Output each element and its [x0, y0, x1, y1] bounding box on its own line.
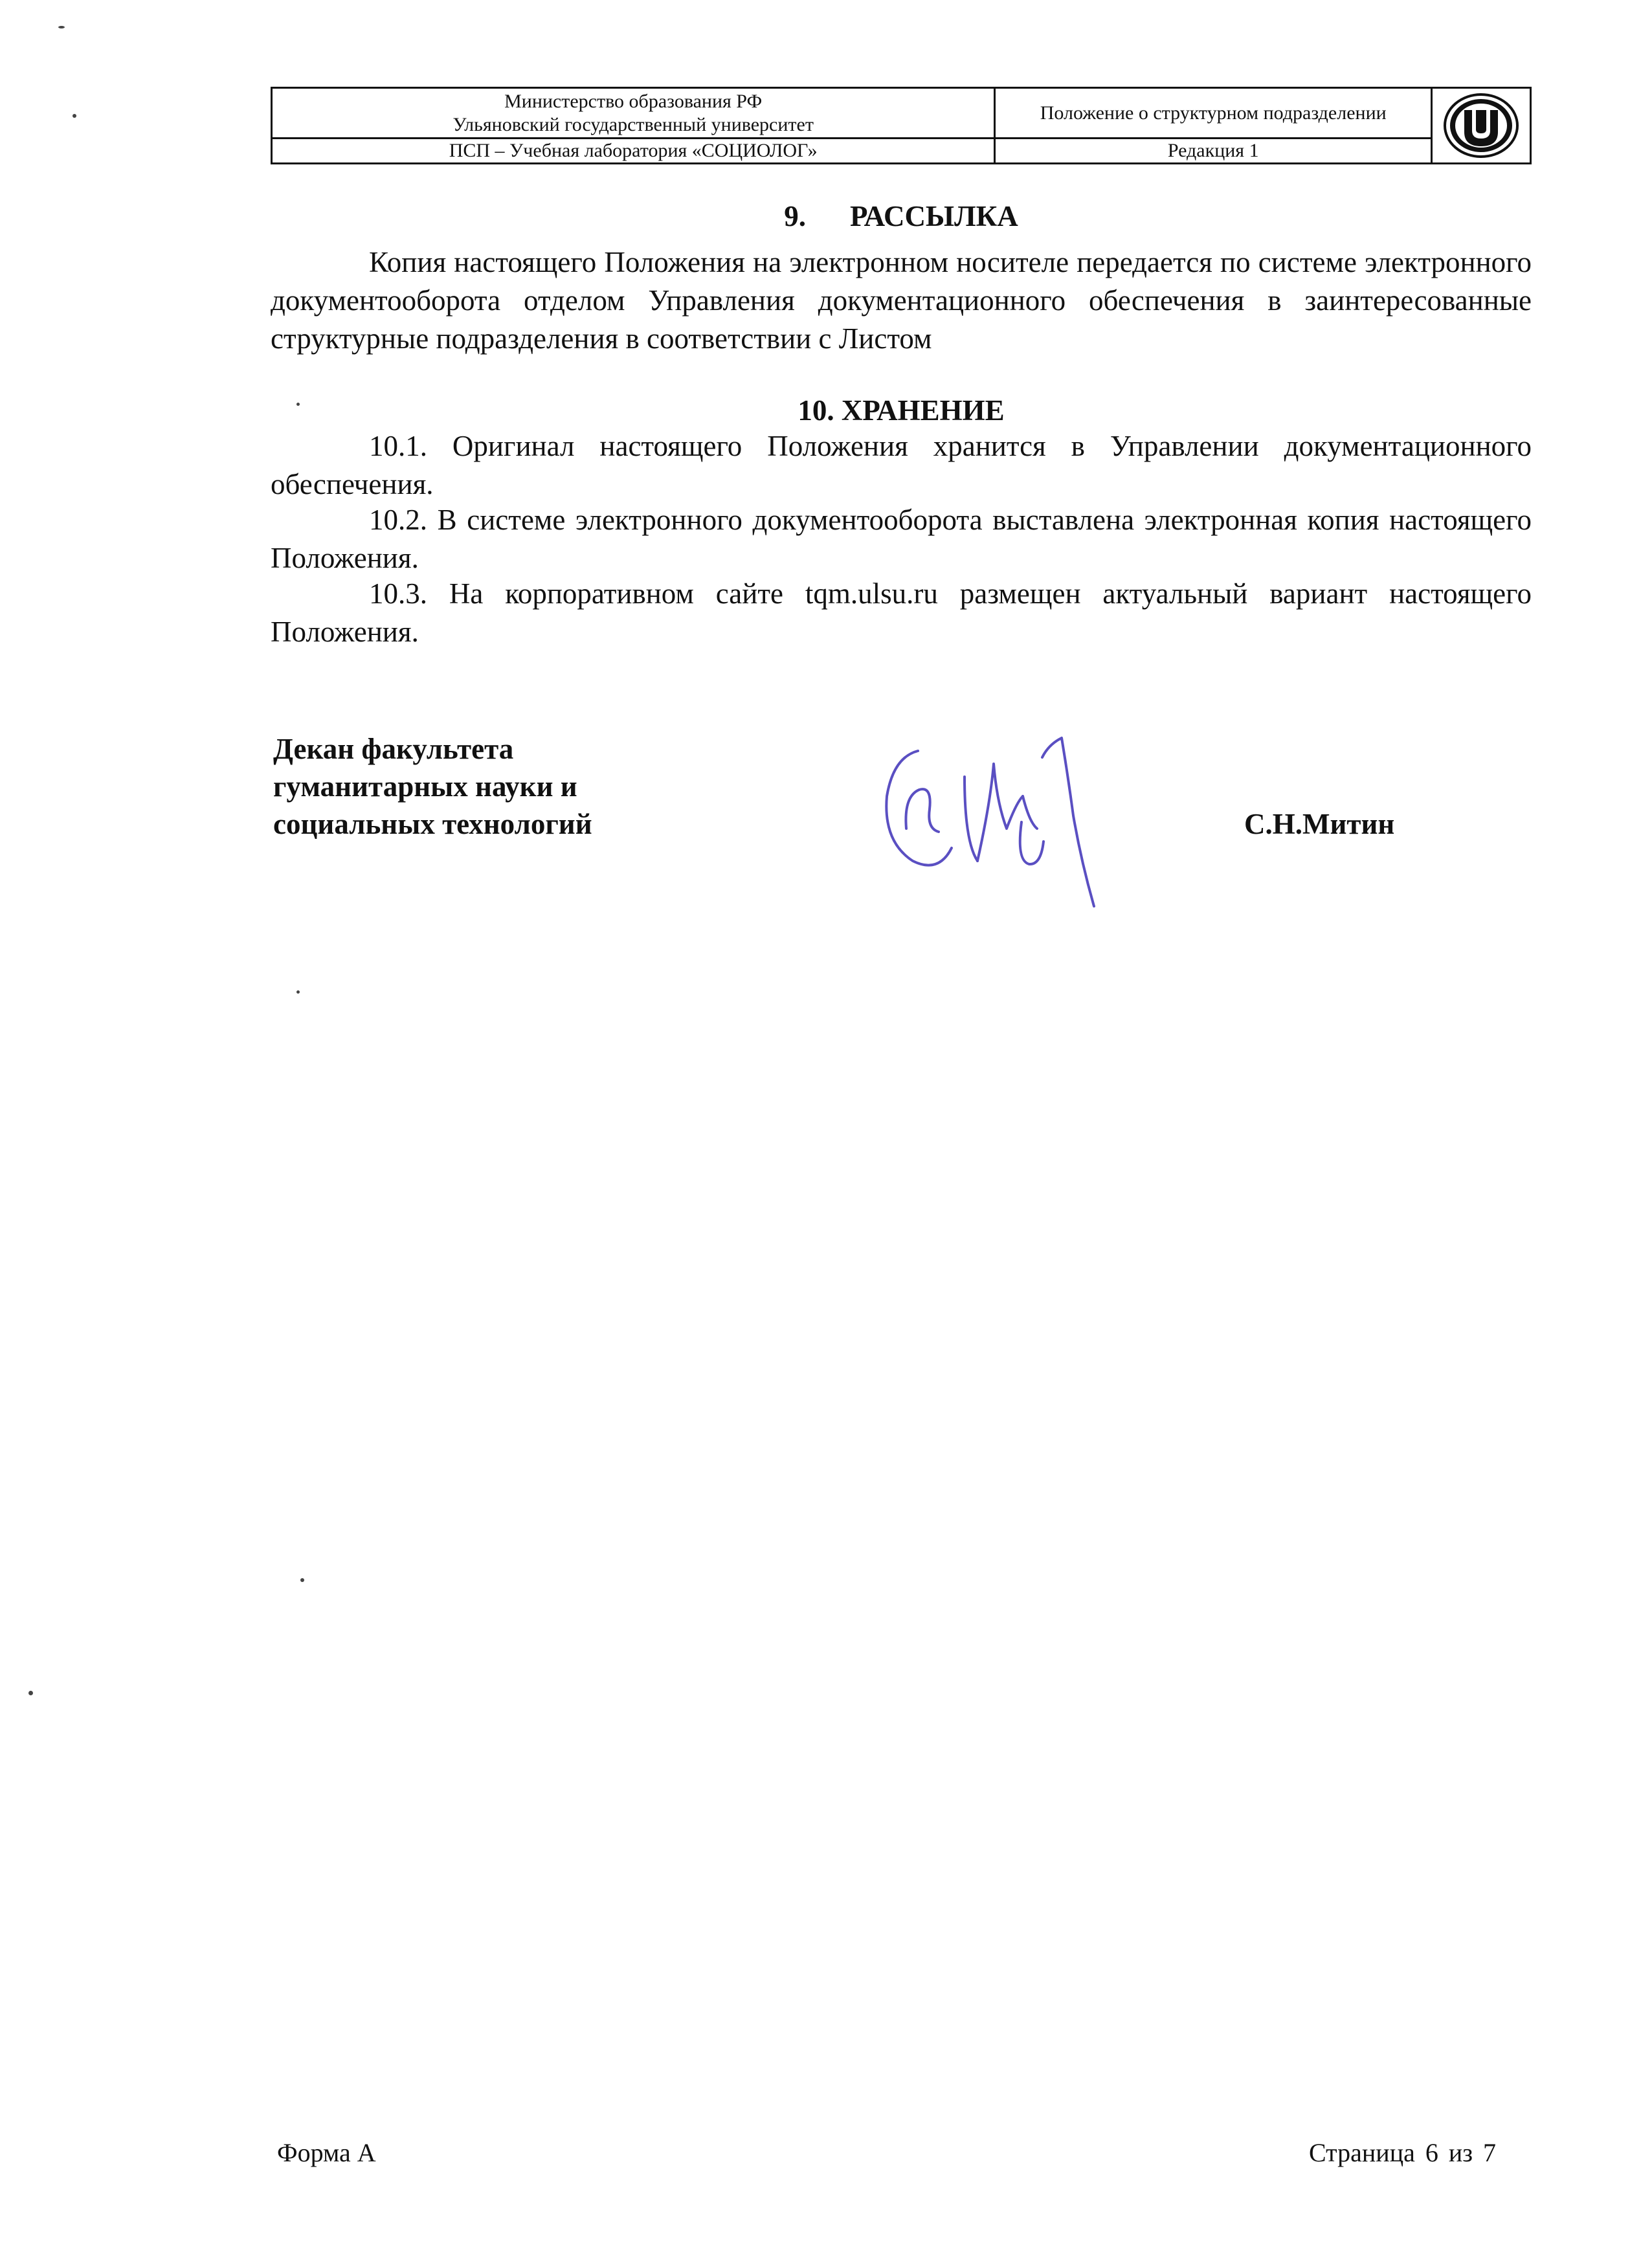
- scan-speck: [300, 1578, 304, 1582]
- signatory-name: С.Н.Митин: [1244, 808, 1395, 840]
- scan-speck: [296, 403, 300, 406]
- section10-heading: 10. ХРАНЕНИЕ: [798, 394, 1005, 427]
- footer-form: Форма А: [277, 2138, 376, 2167]
- header-org-line1: Министерство образования РФ: [504, 90, 763, 112]
- footer-page-number: Страница 6 из 7: [1309, 2138, 1497, 2167]
- scan-speck: [28, 1691, 33, 1695]
- section9-title: РАССЫЛКА: [849, 200, 1018, 232]
- header-logo-cell: [1432, 88, 1531, 164]
- section9-number: 9.: [784, 200, 806, 232]
- header-org-line2: Ульяновский государственный университет: [452, 113, 814, 135]
- university-seal-icon: [1438, 91, 1524, 161]
- scan-speck: [73, 114, 76, 118]
- signatory-title: [273, 730, 592, 843]
- signatory-title-line2: гуманитарных науки и: [273, 770, 577, 803]
- section10-item-1: 10.1. Оригинал настоящего Положения хранится в Управлении документационного обеспечения.: [271, 430, 1532, 500]
- signatory-title-line1: Декан факультета: [273, 733, 514, 765]
- signatory-title-line3: социальных технологий: [273, 808, 592, 840]
- header-organization-cell: [272, 88, 995, 139]
- document-header-table: [271, 87, 1532, 164]
- section9-heading: [271, 197, 1532, 236]
- handwritten-signature-icon: [867, 699, 1126, 913]
- section10-item-3: 10.3. На корпоративном сайте tqm.ulsu.ru размещен актуальный вариант настоящего Положения.: [271, 577, 1532, 648]
- header-department: ПСП – Учебная лаборатория «СОЦИОЛОГ»: [272, 139, 995, 164]
- header-doc-type: Положение о структурном подразделении: [995, 88, 1432, 139]
- scan-speck: [58, 26, 65, 28]
- scan-speck: [296, 990, 300, 994]
- section9-text: Копия настоящего Положения на электронном носителе передается по системе электронного документооборота отделом Управления документационного обеспечения в заинтересованные структурные подразделения в соответствии с Листом: [271, 246, 1532, 355]
- header-revision: Редакция 1: [995, 139, 1432, 164]
- section10-item-2: 10.2. В системе электронного документооборота выставлена электронная копия настоящего Положения.: [271, 504, 1532, 574]
